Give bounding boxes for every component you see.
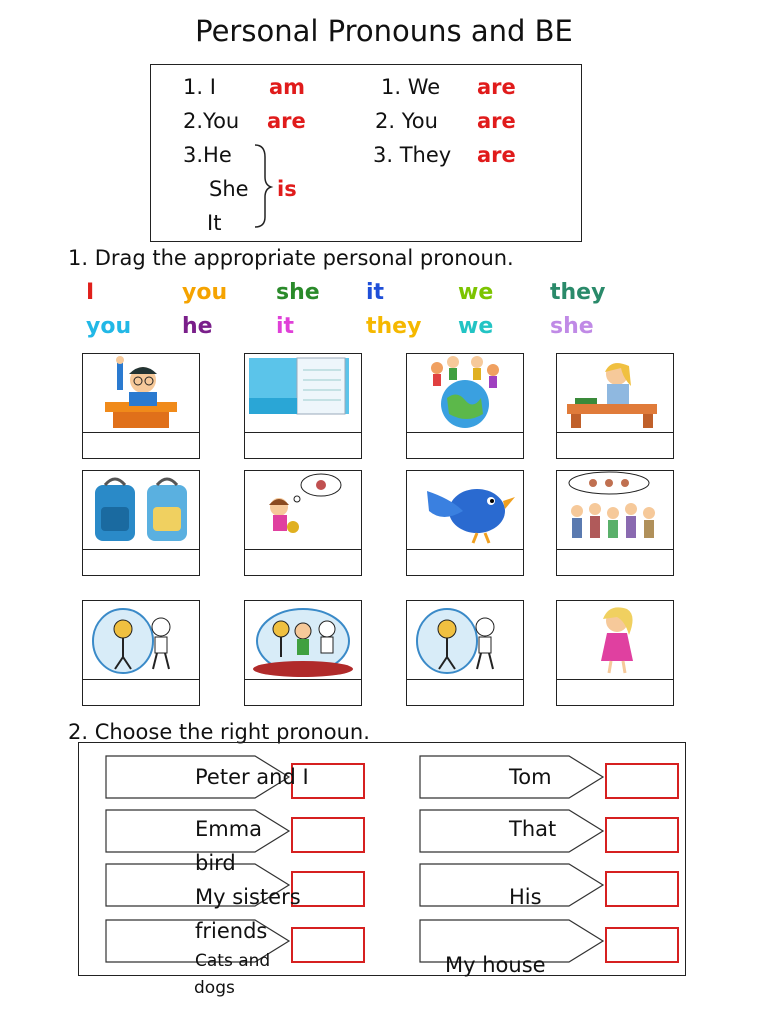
backpacks-icon [83,471,199,547]
pronoun-answer-box[interactable] [291,817,365,853]
picture-card [556,353,674,459]
picture-card [406,470,524,576]
pronoun-drop-slot[interactable] [245,432,361,459]
picture-card [82,353,200,459]
picture-card [406,353,524,459]
draggable-pronoun-she[interactable]: she [550,314,594,339]
pronoun-drop-slot[interactable] [245,679,361,706]
picture-card [82,470,200,576]
noun-friends: friends [195,919,268,943]
be-right-verb-3: are [477,143,516,167]
picture-card [244,600,362,706]
boy-raising-hand-icon [83,354,199,430]
pronoun-drop-slot[interactable] [407,432,523,459]
exercise2-box [78,742,686,976]
be-left-verb-2: are [267,109,306,133]
noun-emma: Emma [195,817,263,841]
be-left-verb-4: is [277,177,297,201]
exercise1-heading: 1. Drag the appropriate personal pronoun. [68,246,514,270]
pronoun-drop-slot[interactable] [407,679,523,706]
picture-card [82,600,200,706]
draggable-pronoun-they[interactable]: they [550,280,606,305]
pronoun-drop-slot[interactable] [245,549,361,576]
noun-peter-and-i: Peter and I [195,765,309,789]
pronoun-drop-slot[interactable] [83,432,199,459]
be-right-verb-1: are [477,75,516,99]
noun-tom: Tom [509,765,552,789]
draggable-pronoun-you[interactable]: you [86,314,132,339]
be-left-pronoun-4: She [209,177,249,201]
be-left-pronoun-5: It [207,211,222,235]
be-reference-box [150,64,582,242]
be-left-verb-1: am [269,75,306,99]
picture-card [556,470,674,576]
noun-cats-and: Cats and [195,951,271,971]
be-left-pronoun-3: 3.He [183,143,232,167]
page-title: Personal Pronouns and BE [195,14,573,48]
draggable-pronoun-it[interactable]: it [276,314,295,339]
exercise2-heading: 2. Choose the right pronoun. [68,720,370,744]
pronoun-answer-box[interactable] [605,927,679,963]
three-kids-you-icon [245,601,361,677]
girl-thinking-icon [245,471,361,547]
pronoun-answer-box[interactable] [291,927,365,963]
draggable-pronoun-he[interactable]: he [182,314,213,339]
pronoun-answer-box[interactable] [291,871,365,907]
noun-my-sisters: My sisters [195,885,301,909]
draggable-pronoun-she[interactable]: she [276,280,320,305]
children-on-globe-icon [407,354,523,430]
picture-card [244,353,362,459]
draggable-pronoun-you[interactable]: you [182,280,228,305]
curly-brace-icon [251,141,275,231]
be-right-pronoun-2: 2. You [375,109,438,133]
pronoun-drop-slot[interactable] [557,549,673,576]
draggable-pronoun-it[interactable]: it [366,280,385,305]
draggable-pronoun-we[interactable]: we [458,314,494,339]
be-right-pronoun-3: 3. They [373,143,452,167]
bird-icon [407,471,523,547]
two-kids-you-icon [83,601,199,677]
draggable-pronoun-we[interactable]: we [458,280,494,305]
pronoun-answer-box[interactable] [605,817,679,853]
picture-card [406,600,524,706]
pronoun-drop-slot[interactable] [557,432,673,459]
be-right-pronoun-1: 1. We [381,75,441,99]
noun-his: His [509,885,542,909]
notebook-icon [245,354,361,430]
draggable-pronoun-i[interactable]: I [86,280,95,305]
pronoun-drop-slot[interactable] [83,549,199,576]
noun-bird: bird [195,851,236,875]
family-thinking-icon [557,471,673,547]
noun-dogs: dogs [194,978,235,998]
be-left-pronoun-2: 2.You [183,109,240,133]
noun-my-house: My house [445,953,546,977]
girl-icon [557,601,673,677]
pronoun-drop-slot[interactable] [83,679,199,706]
pronoun-drop-slot[interactable] [557,679,673,706]
draggable-pronoun-they[interactable]: they [366,314,422,339]
picture-card [556,600,674,706]
noun-that: That [509,817,557,841]
pronoun-answer-box[interactable] [605,871,679,907]
pronoun-answer-box[interactable] [605,763,679,799]
be-right-verb-2: are [477,109,516,133]
pronoun-drop-slot[interactable] [407,549,523,576]
be-left-pronoun-1: 1. I [183,75,216,99]
teacher-at-desk-icon [557,354,673,430]
picture-card [244,470,362,576]
two-kids-you-icon [407,601,523,677]
